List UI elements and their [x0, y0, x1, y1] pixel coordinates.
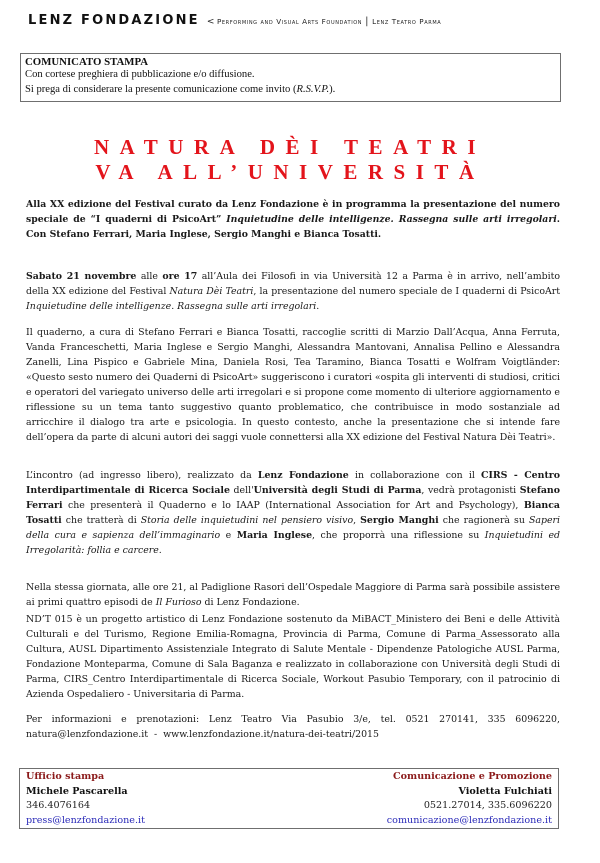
press-release-note: Con cortese preghiera di pubblicazione e/o diffusione.	[25, 68, 255, 80]
contact-role: Ufficio stampa	[26, 771, 105, 782]
contact-name: Violetta Fulchiati	[458, 785, 552, 797]
info-paragraph: Per informazioni e prenotazioni: Lenz Teatro Via Pasubio 3/e, tel. 0521 270141, 335 6096220, natura@lenzfondazione.it - www.lenzfondazione.it/natura-dei-teatri/2015	[26, 714, 560, 740]
press-release-rsvp: Si prega di considerare la presente comunicazione come invito (R.S.V.P.).	[25, 84, 336, 95]
info-website-link[interactable]: www.lenzfondazione.it/natura-dei-teatri/2015	[163, 729, 379, 740]
chevron-left-glyph: <	[206, 17, 215, 27]
intro-paragraph: Alla XX edizione del Festival curato da Lenz Fondazione è in programma la presentazione del numero speciale de “I quaderni di PsicoArt” Inquietudine delle intelligenze. Rassegna sulle arti irregolari. Con Stefano Ferrari, Maria Inglese, Sergio Manghi e Bianca Tosatti.	[26, 199, 561, 240]
press-release-title: COMUNICATO STAMPA	[25, 56, 149, 68]
contact-email-link[interactable]: press@lenzfondazione.it	[26, 814, 145, 826]
letterhead	[28, 9, 588, 28]
main-title-line-1: NATURA DÈI TEATRI	[93, 135, 487, 159]
contact-phone: 346.4076164	[26, 800, 91, 811]
press-release-box	[20, 53, 561, 102]
contact-role: Comunicazione e Promozione	[393, 771, 552, 782]
brand-tagline: < Performing and Visual Arts Foundation | Lenz Teatro Parma	[206, 16, 442, 27]
communication-contact	[387, 770, 552, 828]
main-title	[0, 135, 580, 185]
contacts-box	[19, 768, 559, 829]
quaderno-paragraph: Il quaderno, a cura di Stefano Ferrari e Bianca Tosatti, raccoglie scritti di Marzio Dall’Acqua, Anna Ferruta, Vanda Franceschetti, Maria Inglese e Sergio Manghi, Alessandra Mantovani, Annalisa Pellino e Alessandra Zanelli, Lina Pispico e Gabriele Mina, Daniela Rosi, Tea Taramino, Bianca Tosatti e Wolfram Voigtländer: «Questo sesto numero dei Quaderni di PsicoArt» suggeriscono i curatori «ospita gli interventi di studiosi, critici e operatori del variegato universo delle arti irregolari e si propone come momento di ulteriore aggiornamento e riflessione su un tema tanto suggestivo quanto problematico, che contribuisce in modo sostanziale ad arricchire il dialogo tra arte e psicologia. In questo contesto, anche la presentazione che si intende fare dell’opera da parte di alcuni autori dei saggi vuole connettersi alla XX edizione del Festival Natura Dèi Teatri».	[26, 327, 560, 443]
evening-paragraph: Nella stessa giornata, alle ore 21, al Padiglione Rasori dell’Ospedale Maggiore di Parma sarà possibile assistere ai primi quattro episodi de Il Furioso di Lenz Fondazione.	[26, 582, 560, 608]
info-email-link[interactable]: natura@lenzfondazione.it	[26, 729, 149, 740]
main-title-line-2: VA ALL’UNIVERSITÀ	[95, 160, 485, 184]
contact-email-link[interactable]: comunicazione@lenzfondazione.it	[386, 814, 552, 826]
event-paragraph: Sabato 21 novembre alle ore 17 all’Aula dei Filosofi in via Università 12 a Parma è in arrivo, nell’ambito della XX edizione del Festival Natura Dèi Teatri, la presentazione del numero speciale de I quaderni di PsicoArt Inquietudine delle intelligenze. Rassegna sulle arti irregolari.	[26, 271, 561, 312]
contact-name: Michele Pascarella	[26, 785, 128, 797]
sponsors-paragraph: ND’T 015 è un progetto artistico di Lenz Fondazione sostenuto da MiBACT_Ministero dei Beni e delle Attività Culturali e del Turismo, Regione Emilia-Romagna, Provincia di Parma, Comune di Parma_Assessorato alla Cultura, AUSL Dipartimento Assistenziale Integrato di Salute Mentale - Dipendenze Patologiche AUSL Parma, Fondazione Monteparma, Comune di Sala Baganza e realizzato in collaborazione con Università degli Studi di Parma, CIRS_Centro Interdipartimentale di Ricerca Sociale, Workout Pasubio Temporary, con il patrocinio di Azienda Ospedaliero - Universitaria di Parma.	[26, 614, 560, 700]
press-office-contact	[26, 770, 145, 828]
brand-subtitle: Lenz Teatro Parma	[372, 17, 442, 26]
brand-name: LENZ FONDAZIONE	[28, 13, 200, 28]
separator: |	[365, 16, 370, 27]
contact-phone: 0521.27014, 335.6096220	[423, 800, 552, 811]
speakers-paragraph: L’incontro (ad ingresso libero), realizzato da Lenz Fondazione in collaborazione con il CIRS - Centro Interdipartimentale di Ricerca Sociale dell'Università degli Studi di Parma, vedrà protagonisti Stefano Ferrari che presenterà il Quaderno e lo IAAP (International Association for Art and Psychology), Bianca Tosatti che tratterà di Storia delle inquietudini nel pensiero visivo, Sergio Manghi che ragionerà su Saperi della cura e sapienza dell’immaginario e Maria Inglese, che proporrà una riflessione su Inquietudini ed Irregolarità: follia e carcere.	[26, 470, 560, 556]
